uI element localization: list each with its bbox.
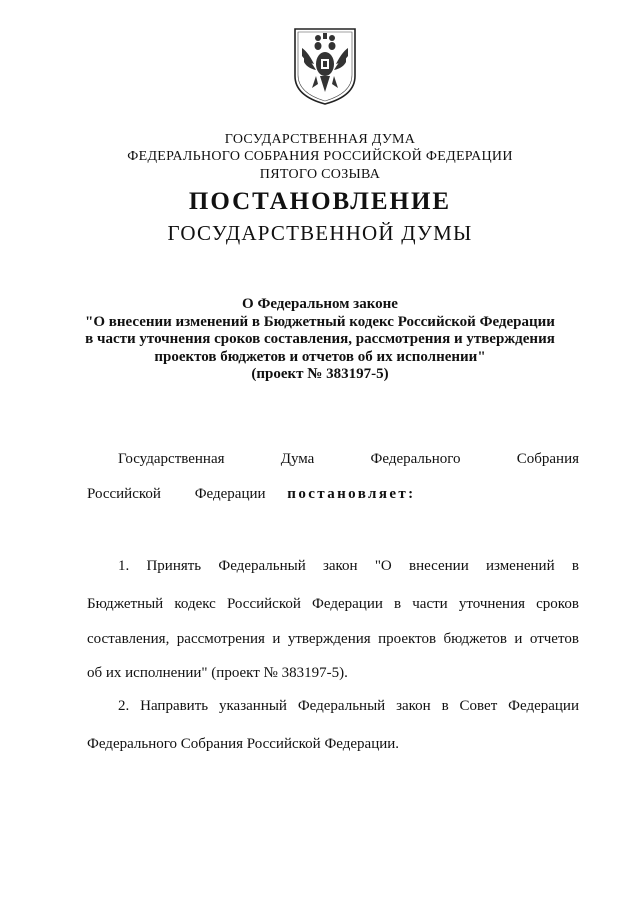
item-word: Федерации [508,698,579,714]
item-word: Направить [140,698,209,714]
document-title: ПОСТАНОВЛЕНИЕ [188,188,452,215]
item-word: и [514,631,523,647]
subject-line-1: О Федеральном законе [242,296,398,312]
item-word: закон [396,698,431,714]
item-1-line-2 [87,596,579,613]
item-word: изменений [485,558,555,574]
item-2-line-1 [118,698,579,715]
preamble-word: Федерального [370,451,461,467]
item-word: Бюджетный [87,596,164,612]
item-2-line-2: Федерального Собрания Российской Федерации. [87,736,400,752]
item-word: Федеральный [297,698,386,714]
item-1-line-4: об их исполнении" (проект № 383197-5). [87,665,348,681]
item-word: и [272,631,281,647]
item-word: утверждения [287,631,371,647]
subject-line-3: в части уточнения сроков составления, рассмотрения и утверждения [85,331,555,348]
item-word: в [394,596,402,612]
item-word: в [571,558,579,574]
item-word: закон [322,558,358,574]
preamble-word: Собрания [516,451,579,467]
item-word: уточнения [458,596,525,612]
item-word: проектов [378,631,437,647]
header-line-2: ФЕДЕРАЛЬНОГО СОБРАНИЯ РОССИЙСКОЙ ФЕДЕРАЦИИ [127,149,513,164]
preamble-word: Государственная [118,451,225,467]
preamble-line-1 [118,451,579,468]
item-1-line-3 [87,631,579,648]
item-word: Федерации [312,596,383,612]
item-word: кодекс [174,596,216,612]
item-word: указанный [218,698,287,714]
item-word: Федеральный [218,558,306,574]
item-word: 1. [118,558,130,574]
item-word: сроков [536,596,579,612]
preamble-word: Российской [87,486,161,502]
item-word: Совет [459,698,498,714]
preamble-word: Федерации [194,486,266,502]
document-subtitle: ГОСУДАРСТВЕННОЙ ДУМЫ [167,221,473,245]
subject-block [60,296,580,384]
preamble-word: Дума [280,451,315,467]
item-1-line-1 [118,558,579,575]
item-word: Принять [146,558,202,574]
item-word: "О [374,558,392,574]
item-word: составления, [87,631,170,647]
item-word: отчетов [529,631,579,647]
item-word: бюджетов [443,631,507,647]
item-word: 2. [118,698,130,714]
state-emblem [292,26,358,106]
item-word: внесении [409,558,469,574]
item-word: Российской [226,596,301,612]
item-word: рассмотрения [176,631,265,647]
header-line-3: ПЯТОГО СОЗЫВА [259,167,381,182]
preamble-line-2 [87,486,416,503]
header-line-1: ГОСУДАРСТВЕННАЯ ДУМА [224,132,416,147]
subject-line-4: проектов бюджетов и отчетов об их исполнении" [154,348,486,365]
item-word: в [441,698,449,714]
item-word: части [412,596,448,612]
decree-word: постановляет: [287,486,416,502]
subject-line-2: "О внесении изменений в Бюджетный кодекс Российской Федерации [85,313,555,330]
subject-line-5: (проект № 383197-5) [251,366,389,383]
